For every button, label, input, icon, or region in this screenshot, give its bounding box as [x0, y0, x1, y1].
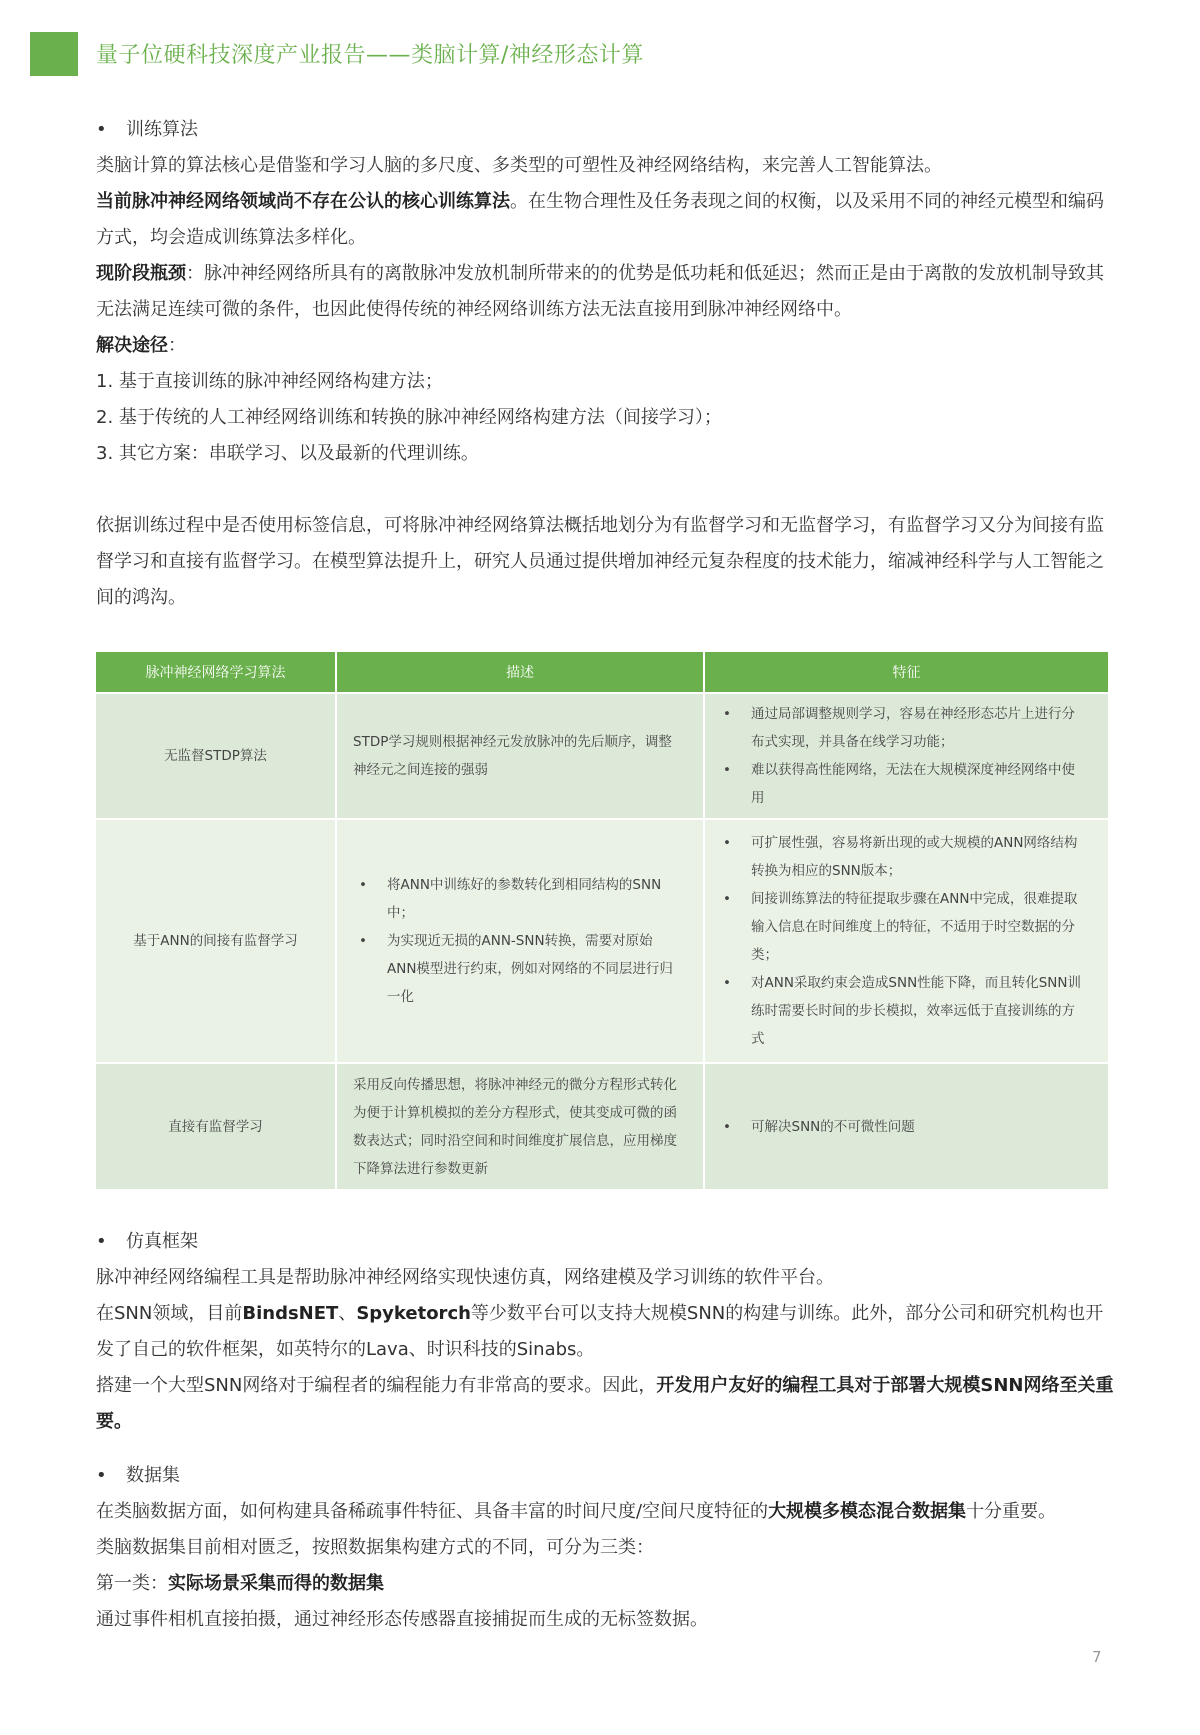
paragraph [96, 184, 1116, 256]
bold-text: BindsNET [242, 1303, 339, 1324]
section-datasets [96, 1458, 1116, 1638]
paragraph [96, 1566, 1116, 1602]
list-item: 2. 基于传统的人工神经网络训练和转换的脉冲神经网络构建方法（间接学习）； [96, 407, 722, 428]
algorithm-features [704, 1063, 1108, 1189]
column-header: 脉冲神经网络学习算法 [96, 652, 336, 693]
feature-item: • 间接训练算法的特征提取步骤在ANN中完成，很难提取输入信息在时间维度上的特征，不适用于时空数据的分类； [717, 885, 1088, 969]
bold-text: 大规模多模态混合数据集 [768, 1501, 967, 1522]
bullet-heading-text: 数据集 [126, 1465, 180, 1486]
bullet-heading [96, 112, 1116, 148]
bullet-heading-text: 仿真框架 [126, 1231, 198, 1252]
paragraph [96, 1368, 1116, 1440]
algorithm-features [704, 693, 1108, 819]
table-row [96, 819, 1108, 1063]
section-classification [96, 508, 1116, 616]
bold-text: 开发用户友好的编程工具对于部署大规模SNN网络至关重要。 [96, 1375, 1114, 1432]
bold-text: 实际场景采集而得的数据集 [168, 1573, 384, 1594]
bold-text: 当前脉冲神经网络领域尚不存在公认的核心训练算法 [96, 191, 510, 212]
page-number: 7 [1092, 1648, 1102, 1666]
bullet-heading [96, 1458, 1116, 1494]
feature-item: • 通过局部调整规则学习，容易在神经形态芯片上进行分布式实现，并具备在线学习功能； [717, 700, 1088, 756]
column-header: 描述 [336, 652, 704, 693]
feature-item: • 难以获得高性能网络，无法在大规模深度神经网络中使用 [717, 756, 1088, 812]
feature-item: • 可扩展性强，容易将新出现的或大规模的ANN网络结构转换为相应的SNN版本； [717, 829, 1088, 885]
column-header: 特征 [704, 652, 1108, 693]
bold-text: 现阶段瓶颈 [96, 263, 186, 284]
list-item: 3. 其它方案：串联学习、以及最新的代理训练。 [96, 443, 479, 464]
text: 第一类： [96, 1573, 168, 1594]
algorithm-features [704, 819, 1108, 1063]
paragraph [96, 1494, 1116, 1530]
paragraph [96, 1296, 1116, 1368]
paragraph [96, 328, 1116, 364]
header-accent-block [30, 32, 78, 76]
paragraph: 脉冲神经网络编程工具是帮助脉冲神经网络实现快速仿真，网络建模及学习训练的软件平台。 [96, 1267, 834, 1288]
text: ： [168, 335, 186, 356]
algorithm-description: STDP学习规则根据神经元发放脉冲的先后顺序，调整神经元之间连接的强弱 [336, 693, 704, 819]
paragraph [96, 256, 1116, 328]
list-item: 1. 基于直接训练的脉冲神经网络构建方法； [96, 371, 443, 392]
feature-item: • 可解决SNN的不可微性问题 [717, 1113, 1088, 1141]
text: 搭建一个大型SNN网络对于编程者的编程能力有非常高的要求。因此， [96, 1375, 657, 1396]
algorithm-name: 直接有监督学习 [96, 1063, 336, 1189]
paragraph: 类脑计算的算法核心是借鉴和学习人脑的多尺度、多类型的可塑性及神经网络结构，来完善人工智能算法。 [96, 155, 942, 176]
text: 在SNN领域，目前 [96, 1303, 243, 1324]
algorithm-name: 基于ANN的间接有监督学习 [96, 819, 336, 1063]
text: 。在生物合理性及任务表现之间的权衡，以及采用不同的神经元模型和编码方式，均会造成训练算法多样化。 [96, 191, 1104, 248]
text: 在类脑数据方面，如何构建具备稀疏事件特征、具备丰富的时间尺度/空间尺度特征的 [96, 1501, 769, 1522]
algorithm-description: 采用反向传播思想，将脉冲神经元的微分方程形式转化为便于计算机模拟的差分方程形式，使其变成可微的函数表达式；同时沿空间和时间维度扩展信息，应用梯度下降算法进行参数更新 [336, 1063, 704, 1189]
snn-algorithm-table [96, 652, 1108, 1189]
paragraph: 依据训练过程中是否使用标签信息，可将脉冲神经网络算法概括地划分为有监督学习和无监督学习，有监督学习又分为间接有监督学习和直接有监督学习。在模型算法提升上，研究人员通过提供增加神经元复杂程度的技术能力，缩减神经科学与人工智能之间的鸿沟。 [96, 515, 1104, 608]
table-row [96, 693, 1108, 819]
report-title: 量子位硬科技深度产业报告——类脑计算/神经形态计算 [96, 43, 644, 68]
paragraph: 通过事件相机直接拍摄，通过神经形态传感器直接捕捉而生成的无标签数据。 [96, 1609, 708, 1630]
section-simulation-framework [96, 1224, 1116, 1440]
bullet-dot: • [96, 119, 107, 140]
description-item: • 将ANN中训练好的参数转化到相同结构的SNN中； [353, 871, 681, 927]
bold-text: 解决途径 [96, 335, 168, 356]
text: 十分重要。 [966, 1501, 1057, 1522]
text: 等少数平台可以支持大规模SNN的构建与训练。此外，部分公司和研究机构也开发了自己的软件框架，如英特尔的Lava、时识科技的Sinabs。 [96, 1303, 1104, 1360]
table-row [96, 1063, 1108, 1189]
table-header-row [96, 652, 1108, 693]
feature-item: • 对ANN采取约束会造成SNN性能下降，而且转化SNN训练时需要长时间的步长模拟，效率远低于直接训练的方式 [717, 969, 1088, 1053]
paragraph: 类脑数据集目前相对匮乏，按照数据集构建方式的不同，可分为三类： [96, 1537, 654, 1558]
bullet-heading [96, 1224, 1116, 1260]
bullet-dot: • [96, 1465, 107, 1486]
description-item: • 为实现近无损的ANN-SNN转换，需要对原始ANN模型进行约束，例如对网络的不同层进行归一化 [353, 927, 681, 1011]
text: 、 [338, 1303, 357, 1324]
algorithm-description [336, 819, 704, 1063]
algorithm-name: 无监督STDP算法 [96, 693, 336, 819]
bold-text: Spyketorch [356, 1303, 471, 1324]
bullet-dot: • [96, 1231, 107, 1252]
text: ：脉冲神经网络所具有的离散脉冲发放机制所带来的的优势是低功耗和低延迟；然而正是由于离散的发放机制导致其无法满足连续可微的条件，也因此使得传统的神经网络训练方法无法直接用到脉冲神经网络中。 [96, 263, 1104, 320]
bullet-heading-text: 训练算法 [126, 119, 198, 140]
section-training-algorithms [96, 112, 1116, 472]
